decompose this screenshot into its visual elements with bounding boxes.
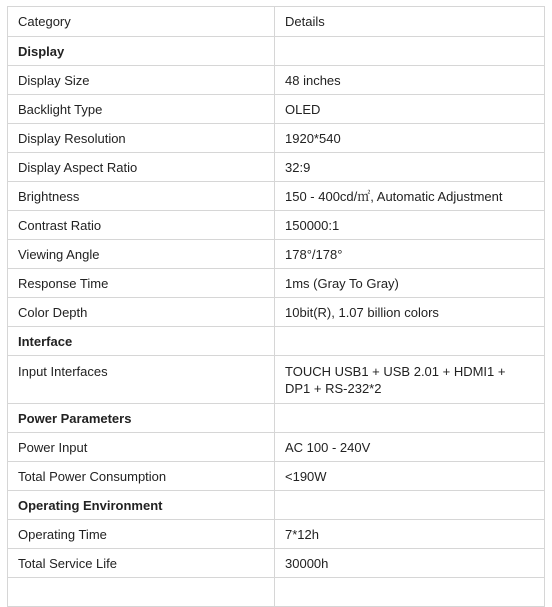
table-row xyxy=(8,578,545,607)
section-row-operating-environment xyxy=(8,491,545,520)
details-cell xyxy=(275,491,545,520)
table-row xyxy=(8,95,545,124)
category-cell xyxy=(8,578,275,607)
category-cell: Total Service Life xyxy=(8,549,275,578)
table-row xyxy=(8,433,545,462)
category-cell: Display Size xyxy=(8,66,275,95)
details-cell: 10bit(R), 1.07 billion colors xyxy=(275,298,545,327)
category-cell: Contrast Ratio xyxy=(8,211,275,240)
table-header-row xyxy=(8,7,545,37)
spec-table xyxy=(7,6,545,607)
category-cell: Brightness xyxy=(8,182,275,211)
table-row xyxy=(8,211,545,240)
category-cell: Display Aspect Ratio xyxy=(8,153,275,182)
details-cell: 32:9 xyxy=(275,153,545,182)
table-row xyxy=(8,153,545,182)
table-row xyxy=(8,269,545,298)
details-cell: AC 100 - 240V xyxy=(275,433,545,462)
table-row xyxy=(8,298,545,327)
category-cell: Power Parameters xyxy=(8,404,275,433)
details-cell: 1ms (Gray To Gray) xyxy=(275,269,545,298)
details-cell xyxy=(275,37,545,66)
details-cell xyxy=(275,578,545,607)
table-row xyxy=(8,520,545,549)
table-row xyxy=(8,549,545,578)
category-cell: Viewing Angle xyxy=(8,240,275,269)
category-cell: Response Time xyxy=(8,269,275,298)
details-cell: 150 - 400cd/㎡, Automatic Adjustment xyxy=(275,182,545,211)
category-cell: Input Interfaces xyxy=(8,356,275,404)
category-cell: Operating Environment xyxy=(8,491,275,520)
table-row xyxy=(8,462,545,491)
category-cell: Color Depth xyxy=(8,298,275,327)
category-cell: Interface xyxy=(8,327,275,356)
table-row xyxy=(8,66,545,95)
table-row xyxy=(8,182,545,211)
details-cell xyxy=(275,404,545,433)
details-cell: 1920*540 xyxy=(275,124,545,153)
category-cell: Power Input xyxy=(8,433,275,462)
details-cell: 48 inches xyxy=(275,66,545,95)
table-row xyxy=(8,124,545,153)
details-cell: TOUCH USB1 + USB 2.01 + HDMI1 + DP1 + RS-232*2 xyxy=(275,356,545,404)
section-row-display xyxy=(8,37,545,66)
details-cell: OLED xyxy=(275,95,545,124)
category-cell: Operating Time xyxy=(8,520,275,549)
category-cell: Backlight Type xyxy=(8,95,275,124)
details-cell: 150000:1 xyxy=(275,211,545,240)
details-cell: <190W xyxy=(275,462,545,491)
table-row xyxy=(8,240,545,269)
header-details: Details xyxy=(275,7,545,37)
section-row-interface xyxy=(8,327,545,356)
section-row-power-parameters xyxy=(8,404,545,433)
category-cell: Display xyxy=(8,37,275,66)
category-cell: Total Power Consumption xyxy=(8,462,275,491)
details-cell xyxy=(275,327,545,356)
details-cell: 7*12h xyxy=(275,520,545,549)
details-cell: 30000h xyxy=(275,549,545,578)
table-row xyxy=(8,356,545,404)
details-cell: 178°/178° xyxy=(275,240,545,269)
category-cell: Display Resolution xyxy=(8,124,275,153)
header-category: Category xyxy=(8,7,275,37)
